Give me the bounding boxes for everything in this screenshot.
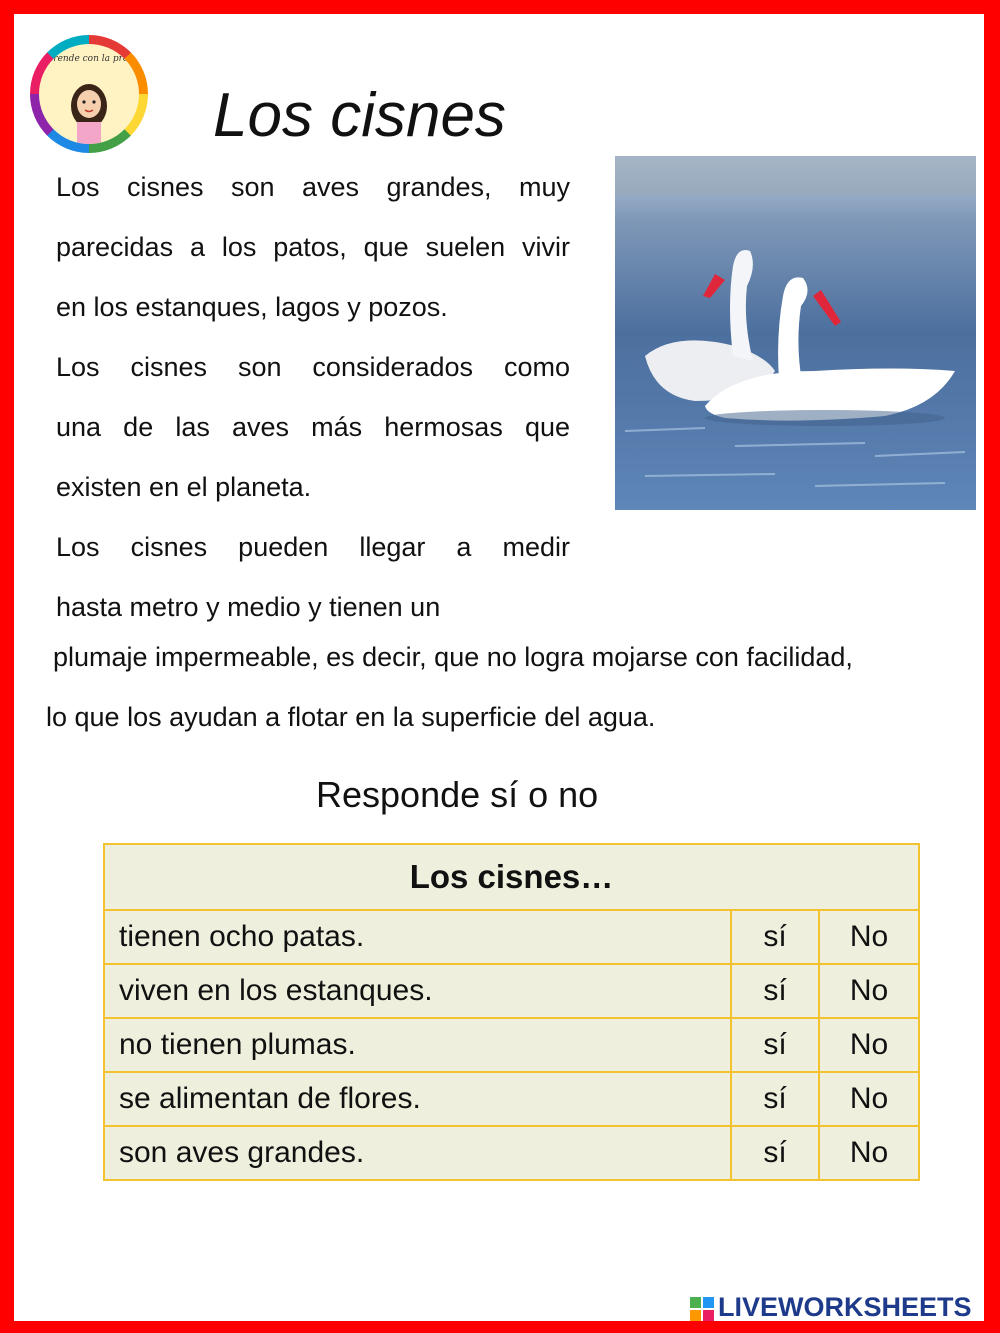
statement-cell: se alimentan de flores.	[104, 1072, 731, 1126]
liveworksheets-logo[interactable]: LIVEWORKSHEETS	[718, 1292, 972, 1322]
swans-photo	[615, 156, 976, 510]
table-row	[104, 910, 919, 964]
reading-line: parecidas a los patos, que suelen vivir	[56, 232, 570, 262]
no-option[interactable]: No	[819, 964, 919, 1018]
question-heading: Responde sí o no	[316, 774, 599, 815]
no-option[interactable]: No	[819, 910, 919, 964]
yes-option[interactable]: sí	[731, 1018, 819, 1072]
yes-option[interactable]: sí	[731, 1072, 819, 1126]
reading-line: hasta metro y medio y tienen un	[56, 592, 441, 622]
reading-line: Los cisnes son considerados como	[56, 352, 570, 382]
table-row	[104, 964, 919, 1018]
table-row	[104, 1072, 919, 1126]
yes-option[interactable]: sí	[731, 910, 819, 964]
table-row	[104, 1126, 919, 1180]
statement-cell: tienen ocho patas.	[104, 910, 731, 964]
yes-option[interactable]: sí	[731, 964, 819, 1018]
statement-cell: son aves grandes.	[104, 1126, 731, 1180]
statement-cell: no tienen plumas.	[104, 1018, 731, 1072]
table-row	[104, 1018, 919, 1072]
page-title: Los cisnes	[213, 81, 506, 150]
table-header-row	[104, 844, 919, 910]
reading-line: en los estanques, lagos y pozos.	[56, 292, 448, 322]
reading-line: lo que los ayudan a flotar en la superficie del agua.	[46, 702, 656, 732]
teacher-logo	[30, 35, 148, 153]
reading-line: Los cisnes pueden llegar a medir	[56, 532, 570, 562]
statement-cell: viven en los estanques.	[104, 964, 731, 1018]
liveworksheets-icon	[690, 1297, 714, 1321]
no-option[interactable]: No	[819, 1126, 919, 1180]
reading-line: Los cisnes son aves grandes, muy	[56, 172, 570, 202]
reading-line: plumaje impermeable, es decir, que no logra mojarse con facilidad,	[53, 642, 853, 672]
table-header: Los cisnes…	[104, 844, 919, 910]
reading-line: una de las aves más hermosas que	[56, 412, 570, 442]
no-option[interactable]: No	[819, 1072, 919, 1126]
no-option[interactable]: No	[819, 1018, 919, 1072]
yes-option[interactable]: sí	[731, 1126, 819, 1180]
logo-text: Aprende con la profe	[41, 54, 137, 64]
reading-line: existen en el planeta.	[56, 472, 312, 502]
yes-no-table	[103, 843, 920, 1181]
